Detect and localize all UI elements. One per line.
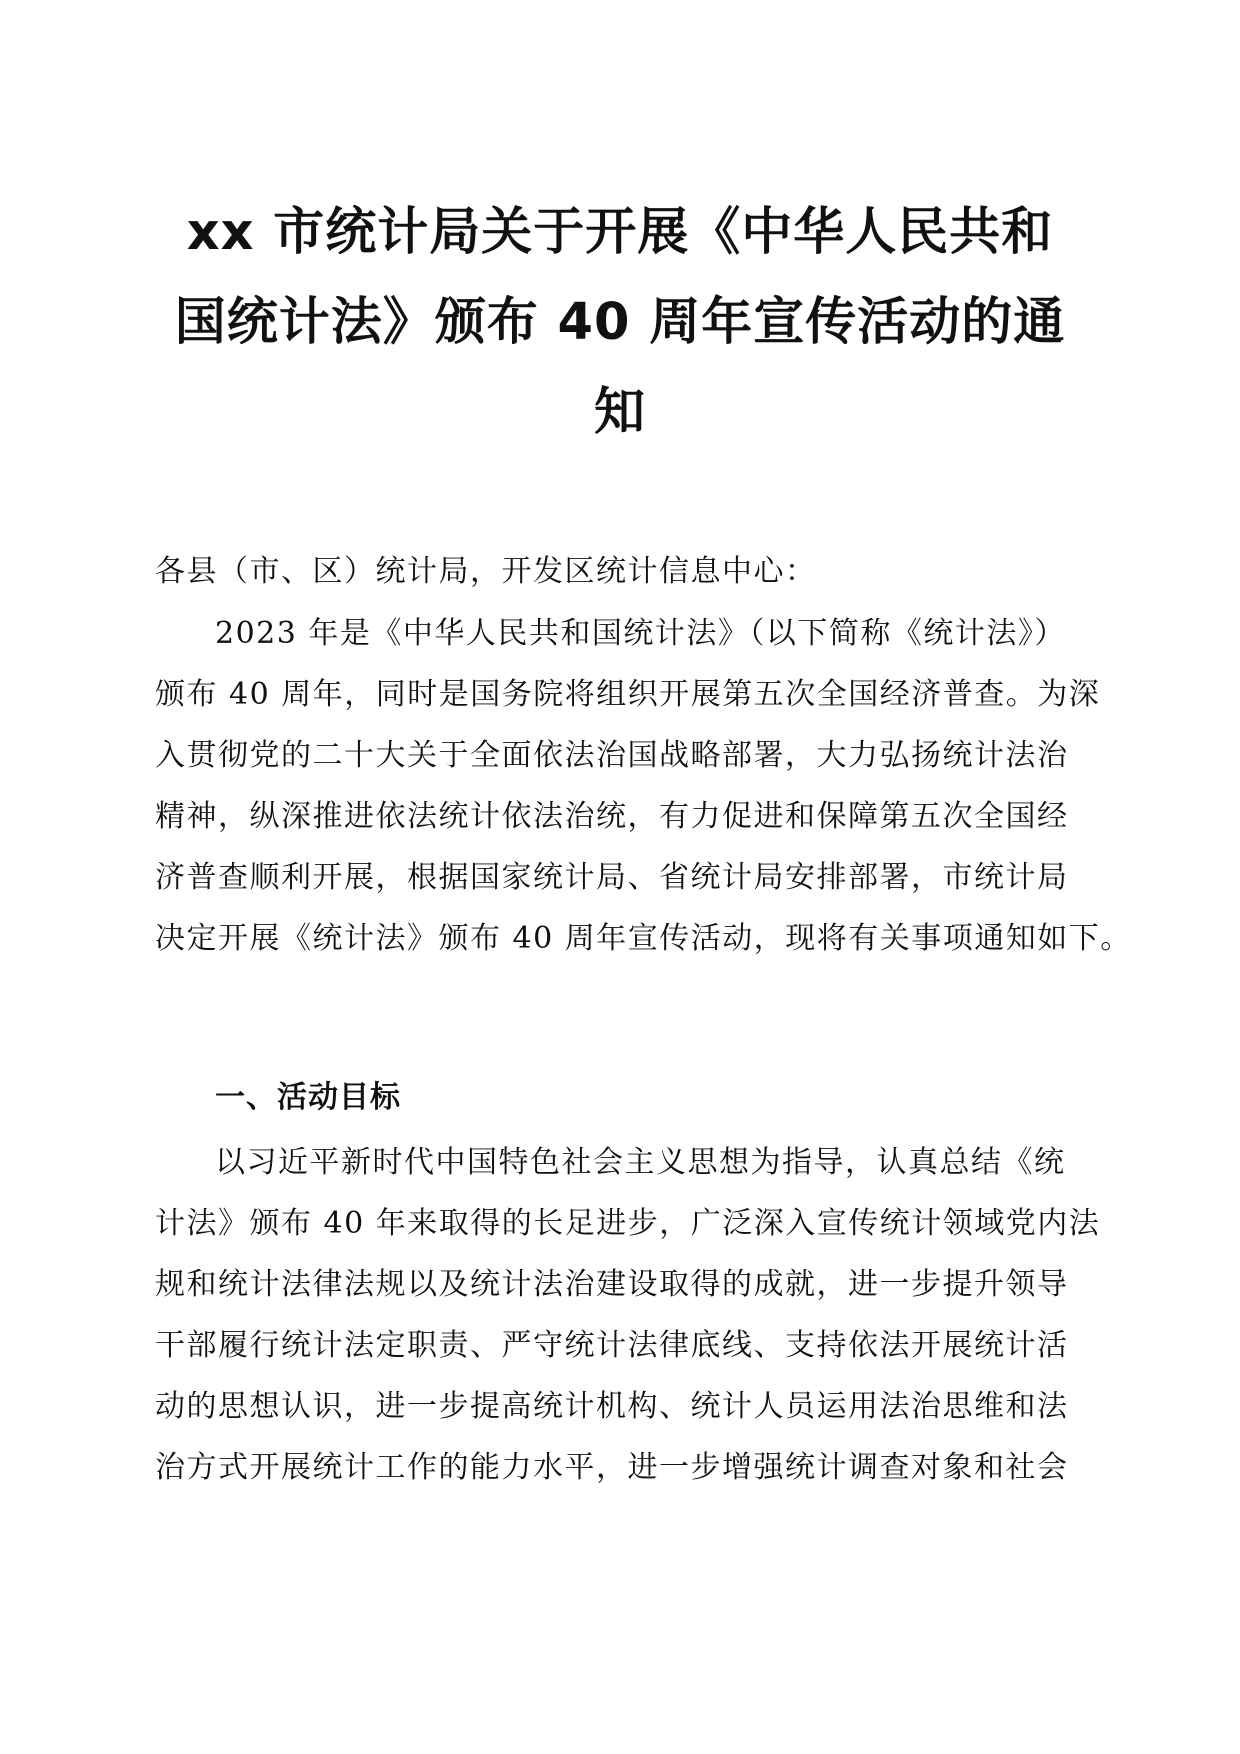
paragraph-line: 干部履行统计法定职责、严守统计法律底线、支持依法开展统计活: [155, 1328, 1069, 1363]
paragraph-line: 决定开展《统计法》颁布 40 周年宣传活动，现将有关事项通知如下。: [155, 921, 1132, 956]
title-line: xx 市统计局关于开展《中华人民共和: [186, 203, 1054, 262]
intro-paragraph: [155, 603, 1132, 969]
salutation-line: 各县（市、区）统计局，开发区统计信息中心：: [155, 554, 817, 589]
paragraph-line: 颁布 40 周年，同时是国务院将组织开展第五次全国经济普查。为深: [155, 677, 1101, 712]
title-line: 国统计法》颁布 40 周年宣传活动的通: [174, 293, 1066, 352]
section-heading-objectives: 一、活动目标: [215, 1080, 401, 1115]
paragraph-line: 2023 年是《中华人民共和国统计法》（以下简称《统计法》）: [215, 616, 1066, 651]
paragraph-line: 入贯彻党的二十大关于全面依法治国战略部署，大力弘扬统计法治: [155, 738, 1069, 773]
salutation: [155, 541, 1085, 602]
objectives-paragraph: [155, 1132, 1101, 1498]
paragraph-line: 济普查顺利开展，根据国家统计局、省统计局安排部署，市统计局: [155, 860, 1069, 895]
paragraph-line: 以习近平新时代中国特色社会主义思想为指导，认真总结《统: [215, 1145, 1066, 1180]
paragraph-line: 动的思想认识，进一步提高统计机构、统计人员运用法治思维和法: [155, 1389, 1069, 1424]
title-line: 知: [593, 383, 646, 442]
paragraph-line: 计法》颁布 40 年来取得的长足进步，广泛深入宣传统计领域党内法: [155, 1206, 1101, 1241]
paragraph-line: 精神，纵深推进依法统计依法治统，有力促进和保障第五次全国经: [155, 799, 1069, 834]
document-title: [150, 188, 1090, 458]
paragraph-line: 治方式开展统计工作的能力水平，进一步增强统计调查对象和社会: [155, 1450, 1069, 1485]
paragraph-line: 规和统计法律法规以及统计法治建设取得的成就，进一步提升领导: [155, 1267, 1069, 1302]
